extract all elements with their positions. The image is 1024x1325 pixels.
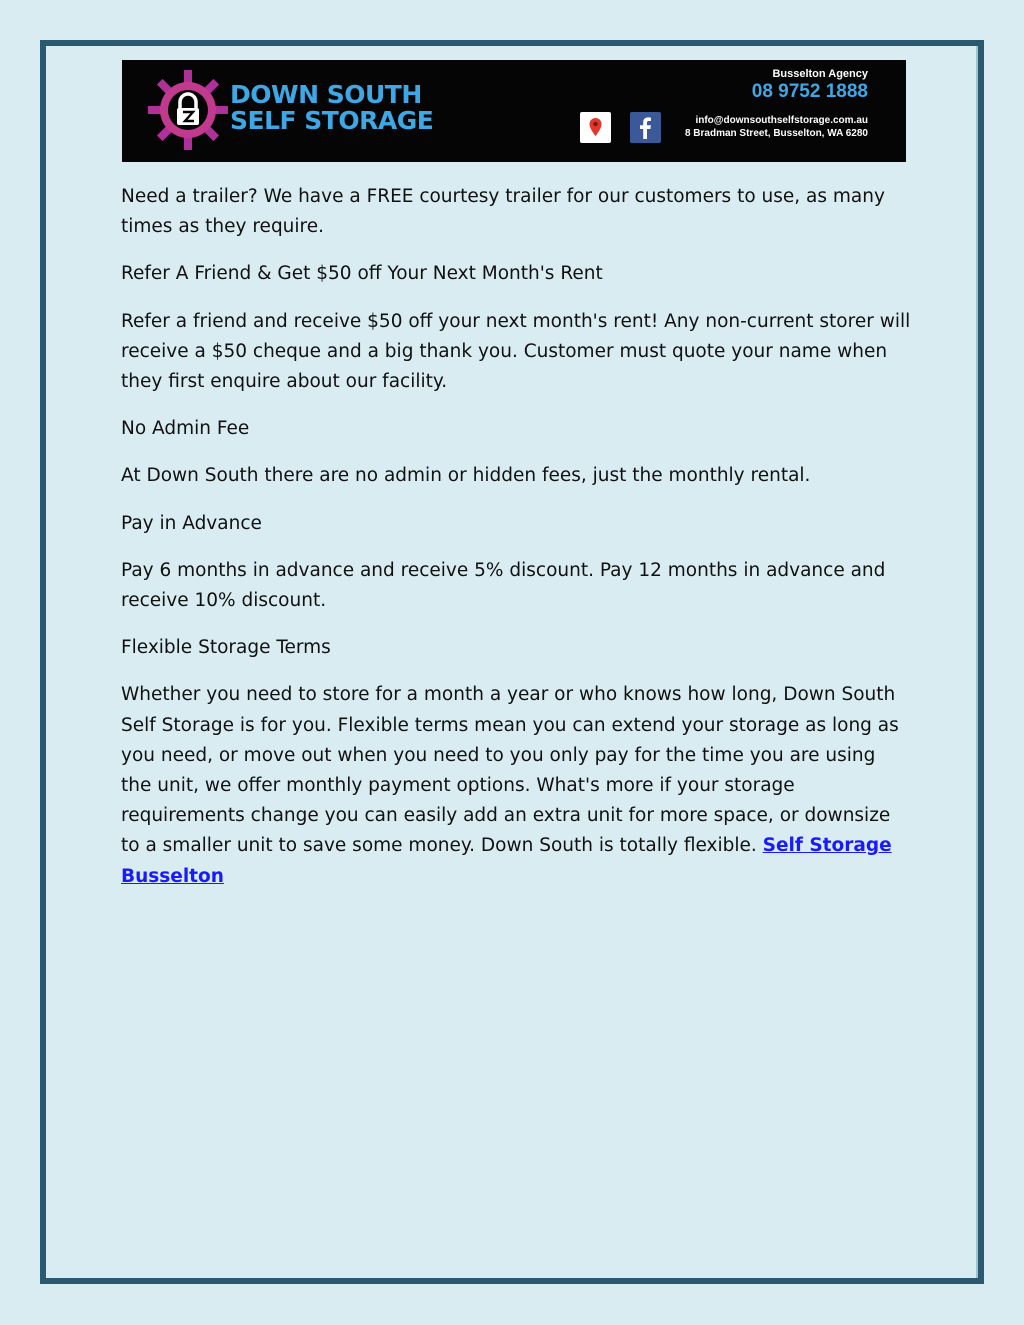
heading-refer-friend: Refer A Friend & Get $50 off Your Next Month's Rent xyxy=(121,263,603,285)
phone-number[interactable]: 08 9752 1888 xyxy=(751,81,868,102)
paragraph-refer-friend: Refer a friend and receive $50 off your next month's rent! Any non-current storer will receive a $50 cheque and a big thank you. Customer must quote your name when they first enquire about our facility. xyxy=(121,310,911,393)
paragraph-trailer: Need a trailer? We have a FREE courtesy trailer for our customers to use, as many times as they require. xyxy=(121,186,885,238)
paragraph-flexible-terms xyxy=(121,680,911,891)
gear-lock-logo-icon xyxy=(146,68,230,152)
logo-line-1: DOWN SOUTH xyxy=(230,80,422,109)
logo-line-2: SELF STORAGE xyxy=(230,106,434,135)
agency-label: Busselton Agency xyxy=(772,68,868,80)
header-banner xyxy=(122,60,906,162)
contact-details xyxy=(685,114,868,140)
self-storage-busselton-link[interactable]: Self Storage Busselton xyxy=(121,835,892,887)
heading-flexible-terms: Flexible Storage Terms xyxy=(121,637,331,659)
document-body xyxy=(121,182,911,909)
heading-no-admin-fee: No Admin Fee xyxy=(121,418,250,440)
paragraph-pay-in-advance: Pay 6 months in advance and receive 5% discount. Pay 12 months in advance and receive 10% discount. xyxy=(121,559,886,612)
email-address[interactable]: info@downsouthselfstorage.com.au xyxy=(695,115,868,126)
paragraph-no-admin-fee: At Down South there are no admin or hidden fees, just the monthly rental. xyxy=(121,465,811,487)
heading-pay-in-advance: Pay in Advance xyxy=(121,512,262,534)
facebook-icon[interactable] xyxy=(630,112,661,143)
logo-wordmark xyxy=(230,82,433,134)
flexible-terms-text: Whether you need to store for a month a year or who knows how long, Down South Self Storage is for you. Flexible terms mean you can extend your storage as long as you need, or move out when you need to you only pay for the time you are using the unit, we offer monthly payment options. What's more if your storage requirements change you can easily add an extra unit for more space, or downsize to a smaller unit to save some money. Down South is totally flexible. xyxy=(121,684,899,857)
map-pin-icon[interactable] xyxy=(580,112,611,143)
frame-inner-line xyxy=(976,46,978,1278)
street-address: 8 Bradman Street, Busselton, WA 6280 xyxy=(684,128,868,139)
